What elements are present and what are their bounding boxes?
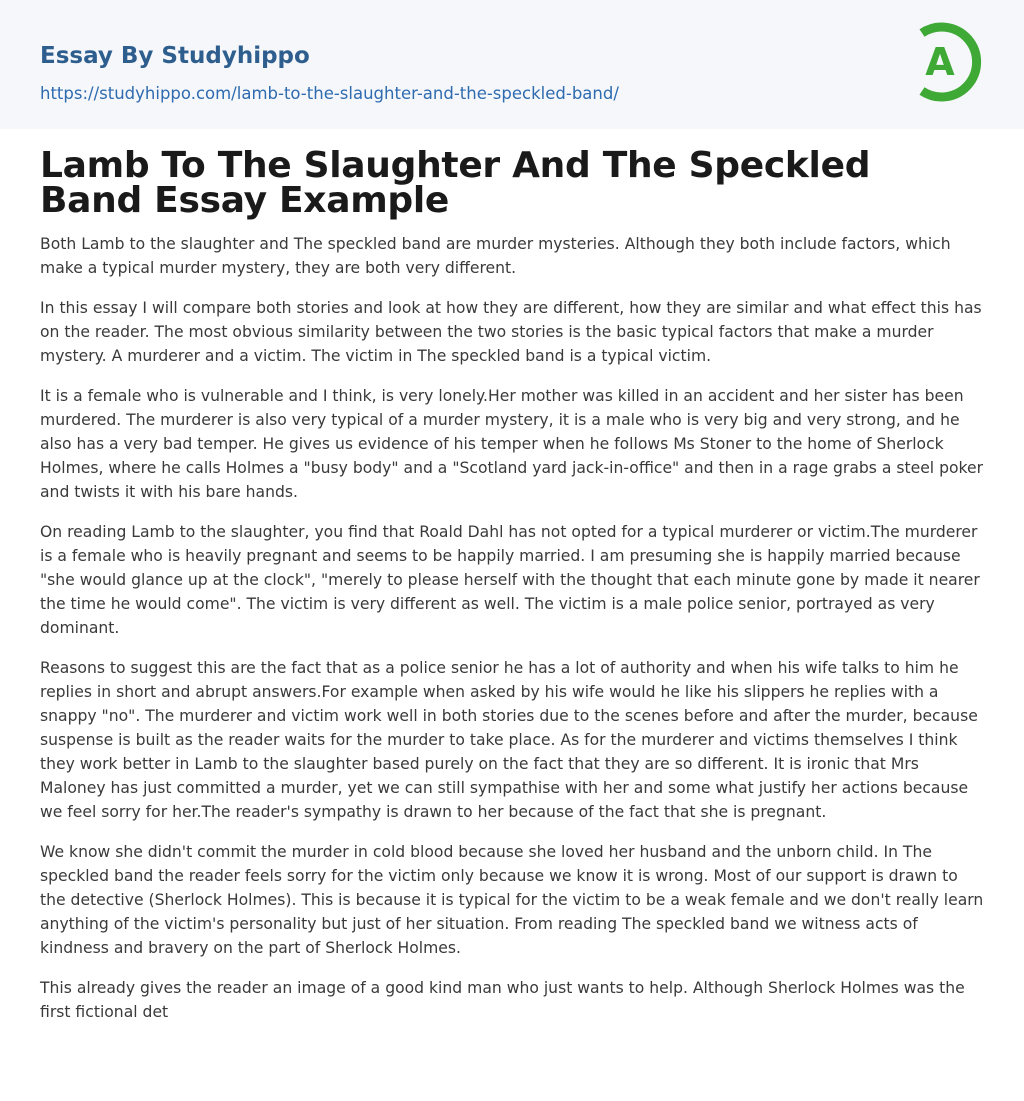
- essay-content: [40, 145, 984, 1040]
- logo-letter: A: [925, 40, 955, 84]
- page-title: Lamb To The Slaughter And The Speckled Band Essay Example: [40, 145, 871, 221]
- site-brand[interactable]: Essay By Studyhippo: [40, 43, 310, 69]
- studyhippo-logo-icon[interactable]: [910, 18, 988, 106]
- essay-paragraph-7: This already gives the reader an image of a good kind man who just wants to help. Although Sherlock Holmes was the first fictional det: [40, 979, 965, 1021]
- essay-url-link[interactable]: https://studyhippo.com/lamb-to-the-slaughter-and-the-speckled-band/: [40, 84, 619, 103]
- essay-paragraph-1: Both Lamb to the slaughter and The speckled band are murder mysteries. Although they both include factors, which make a typical murder mystery, they are both very different.: [40, 235, 951, 277]
- site-header: [0, 0, 1024, 129]
- essay-paragraph-3: It is a female who is vulnerable and I think, is very lonely.Her mother was killed in an accident and her sister has been murdered. The murderer is also very typical of a murder mystery, it is a male who is very big and very strong, and he also has a very bad temper. He gives us evidence of his temper when he follows Ms Stoner to the home of Sherlock Holmes, where he calls Holmes a "busy body" and a "Scotland yard jack-in-office" and then in a rage grabs a steel poker and twists it with his bare hands.: [40, 387, 984, 501]
- essay-paragraph-2: In this essay I will compare both stories and look at how they are different, how they are similar and what effect this has on the reader. The most obvious similarity between the two stories is the basic typical factors that make a murder mystery. A murderer and a victim. The victim in The speckled band is a typical victim.: [40, 299, 982, 365]
- essay-paragraph-6: We know she didn't commit the murder in cold blood because she loved her husband and the unborn child. In The speckled band the reader feels sorry for the victim only because we know it is wrong. Most of our support is drawn to the detective (Sherlock Holmes). This is because it is typical for the victim to be a weak female and we don't really learn anything of the victim's personality but just of her situation. From reading The speckled band we witness acts of kindness and bravery on the part of Sherlock Holmes.: [40, 843, 984, 957]
- essay-paragraph-4: On reading Lamb to the slaughter, you find that Roald Dahl has not opted for a typical murderer or victim.The murderer is a female who is heavily pregnant and seems to be happily married. I am presuming she is happily married because "she would glance up at the clock", "merely to please herself with the thought that each minute gone by made it nearer the time he would come". The victim is very different as well. The victim is a male police senior, portrayed as very dominant.: [40, 523, 980, 637]
- essay-paragraph-5: Reasons to suggest this are the fact that as a police senior he has a lot of authority and when his wife talks to him he replies in short and abrupt answers.For example when asked by his wife would he like his slippers he replies with a snappy "no". The murderer and victim work well in both stories due to the scenes before and after the murder, because suspense is built as the reader waits for the murder to take place. As for the murderer and victims themselves I think they work better in Lamb to the slaughter based purely on the fact that they are so different. It is ironic that Mrs Maloney has just committed a murder, yet we can still sympathise with her and some what justify her actions because we feel sorry for her.The reader's sympathy is drawn to her because of the fact that she is pregnant.: [40, 659, 978, 821]
